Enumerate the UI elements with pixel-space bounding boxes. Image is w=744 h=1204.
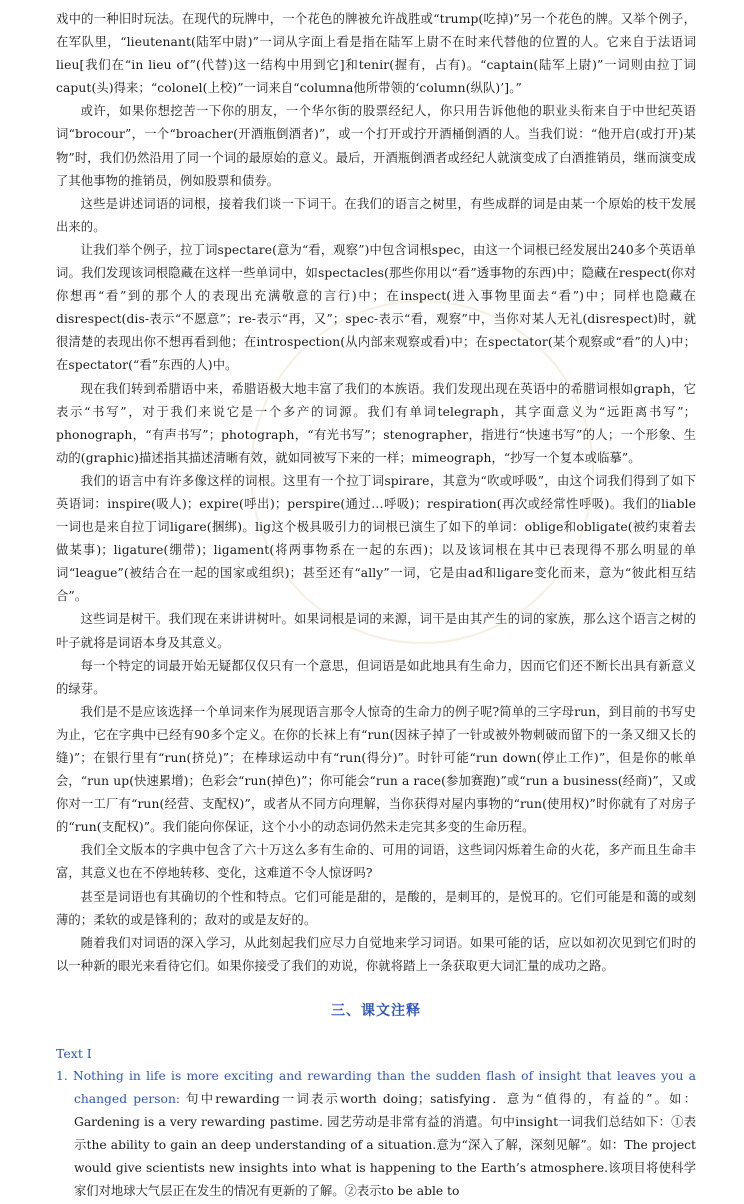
paragraph: 甚至是词语也有其确切的个性和特点。它们可能是甜的，是酸的，是刺耳的，是悦耳的。它们可能是和蔼的或刻薄的；柔软的或是锋利的；敌对的或是友好的。 [56, 889, 696, 927]
paragraph: 我们全文版本的字典中包含了六十万这么多有生命的、可用的词语，这些词闪烁着生命的火花，多产而且生命丰富，其意义也在不停地转移、变化，这难道不令人惊讶吗? [56, 843, 696, 881]
paragraph: 让我们举个例子，拉丁词spectare(意为“看，观察”)中包含词根spec，由这一个词根已经发展出240多个英语单词。我们发现该词根隐藏在这样一些单词中，如spectacles(那些你用以“看”透事物的东西)中；隐藏在respect(你对你想再“看”到的那个人的表现出充满敬意的言行)中；在inspect(进入事物里面去“看”)中；同样也隐藏在disrespect(dis-表示“不愿意”；re-表示“再，又”；spec-表示“看，观察”中，当你对某人无礼(disrespect)时，就很清楚的表现出你不想再看到他；在introspection(从内部来观察或看)中；在spectator(某个观察或“看”的人)中；在spectator(“看”东西的人)中。 [56, 242, 696, 373]
annotation-body: 句中rewarding一词表示worth doing；satisfying．意为“值得的，有益的”。如：Gardening is a very rewarding pastime. 园艺劳动是非常有益的消遣。句中insight一词我们总结如下：①表示the ability to gain an deep understanding of a situation.意为“深入了解，深刻见解”。如：The project would give scientists new insights into what is happening to the Earth’s atmosphere.该项目将使科学家们对地球大气层正在发生的情况有更新的了解。②表示to be able to [74, 1092, 696, 1199]
paragraph: 我们的语言中有许多像这样的词根。这里有一个拉丁词spirare，其意为“吹或呼吸”，由这个词我们得到了如下英语词：inspire(吸人)；expire(呼出)；perspire(通过…呼吸)；respiration(再次或经常性呼吸)。我们的liable一词也是来自拉丁词ligare(捆绑)。lig这个极具吸引力的词根已演生了如下的单词：oblige和obligate(被约束着去做某事)；ligature(绷带)；ligament(将两事物系在一起的东西)；以及该词根在其中已表现得不那么明显的单词“league”(被结合在一起的国家或组织)；甚至还有“ally”一词，它是由ad和ligare变化而来，意为“彼此相互结合”。 [56, 473, 696, 604]
paragraph: 随着我们对词语的深入学习，从此刻起我们应尽力自觉地来学习词语。如果可能的话，应以如初次见到它们时的以一种新的眼光来看待它们。如果你接受了我们的劝说，你就将踏上一条获取更大词汇量的成功之路。 [56, 935, 696, 973]
paragraph: 这些是讲述词语的词根，接着我们谈一下词干。在我们的语言之树里，有些成群的词是由某一个原始的枝干发展出来的。 [56, 196, 696, 234]
annotation-note [56, 1065, 696, 1204]
paragraph: 我们是不是应该选择一个单词来作为展现语言那令人惊奇的生命力的例子呢?简单的三字母run，到目前的书写史为止，它在字典中已经有90多个定义。在你的长袜上有“run(因袜子掉了一针或被外物刺破而留下的一条又细又长的缝)”；在银行里有“run(挤兑)”；在棒球运动中有“run(得分)”。时针可能“run down(停止工作)”，但是你的帐单会，“run up(快速累增)；色彩会“run(掉色)”；你可能会“run a race(参加赛跑)”或“run a business(经商)”，又或你对一工厂有“run(经营、支配权)”，或者从不同方向理解，当你获得对屋内事物的“run(使用权)”时你就有了对房子的“run(支配权)”。我们能向你保证，这个小小的动态词仍然未走完其多变的生命历程。 [56, 704, 696, 835]
paragraph-continued: 戏中的一种旧时玩法。在现代的玩牌中，一个花色的牌被允许战胜或“trump(吃掉)”另一个花色的牌。又举个例子，在军队里，“lieutenant(陆军中尉)”一词从字面上看是指在陆军上尉不在时来代替他的位置的人。它来自于法语词lieu[我们在“in lieu of”(代替)这一结构中用到它]和tenir(握有，占有)。“captain(陆军上尉)”一词则由拉丁词caput(头)得来；“colonel(上校)”一词来自“columna他所带领的‘column(纵队)’]。” [56, 12, 696, 96]
paragraph: 或许，如果你想挖苦一下你的朋友，一个华尔街的股票经纪人，你只用告诉他他的职业头衔来自于中世纪英语词“brocour”，一个“broacher(开酒瓶倒酒者)”，或一个打开或拧开酒桶倒酒的人。当我们说：“他开启(或打开)某物”时，我们仍然沿用了同一个词的最原始的意义。最后，开酒瓶倒酒者或经纪人就演变成了白酒推销员，继而演变成了其他事物的推销员，例如股票和债券。 [56, 104, 696, 188]
document-page [56, 8, 696, 1204]
text-subheading: Text I [56, 1045, 92, 1061]
paragraph: 现在我们转到希腊语中来，希腊语极大地丰富了我们的本族语。我们发现出现在英语中的希腊词根如graph，它表示“书写”，对于我们来说它是一个多产的词源。我们有单词telegraph，其字面意义为“远距离书写”；phonograph，“有声书写”；photograph，“有光书写”；stenographer，指进行“快速书写”的人；一个形象、生动的(graphic)描述指其描述清晰有效，就如同被写下来的一样；mimeograph，“抄写一个复本或临摹”。 [56, 381, 696, 465]
annotation-quote: 1. Nothing in life is more exciting and rewarding than the sudden flash of insight that leaves you a changed person: [56, 1068, 696, 1107]
section-heading: 三、课文注释 [331, 1002, 421, 1019]
paragraph: 这些词是树干。我们现在来讲讲树叶。如果词根是词的来源，词干是由其产生的词的家族，那么这个语言之树的叶子就将是词语本身及其意义。 [56, 612, 696, 650]
paragraph: 每一个特定的词最开始无疑都仅仅只有一个意思，但词语是如此地具有生命力，因而它们还不断长出具有新意义的绿芽。 [56, 658, 696, 696]
